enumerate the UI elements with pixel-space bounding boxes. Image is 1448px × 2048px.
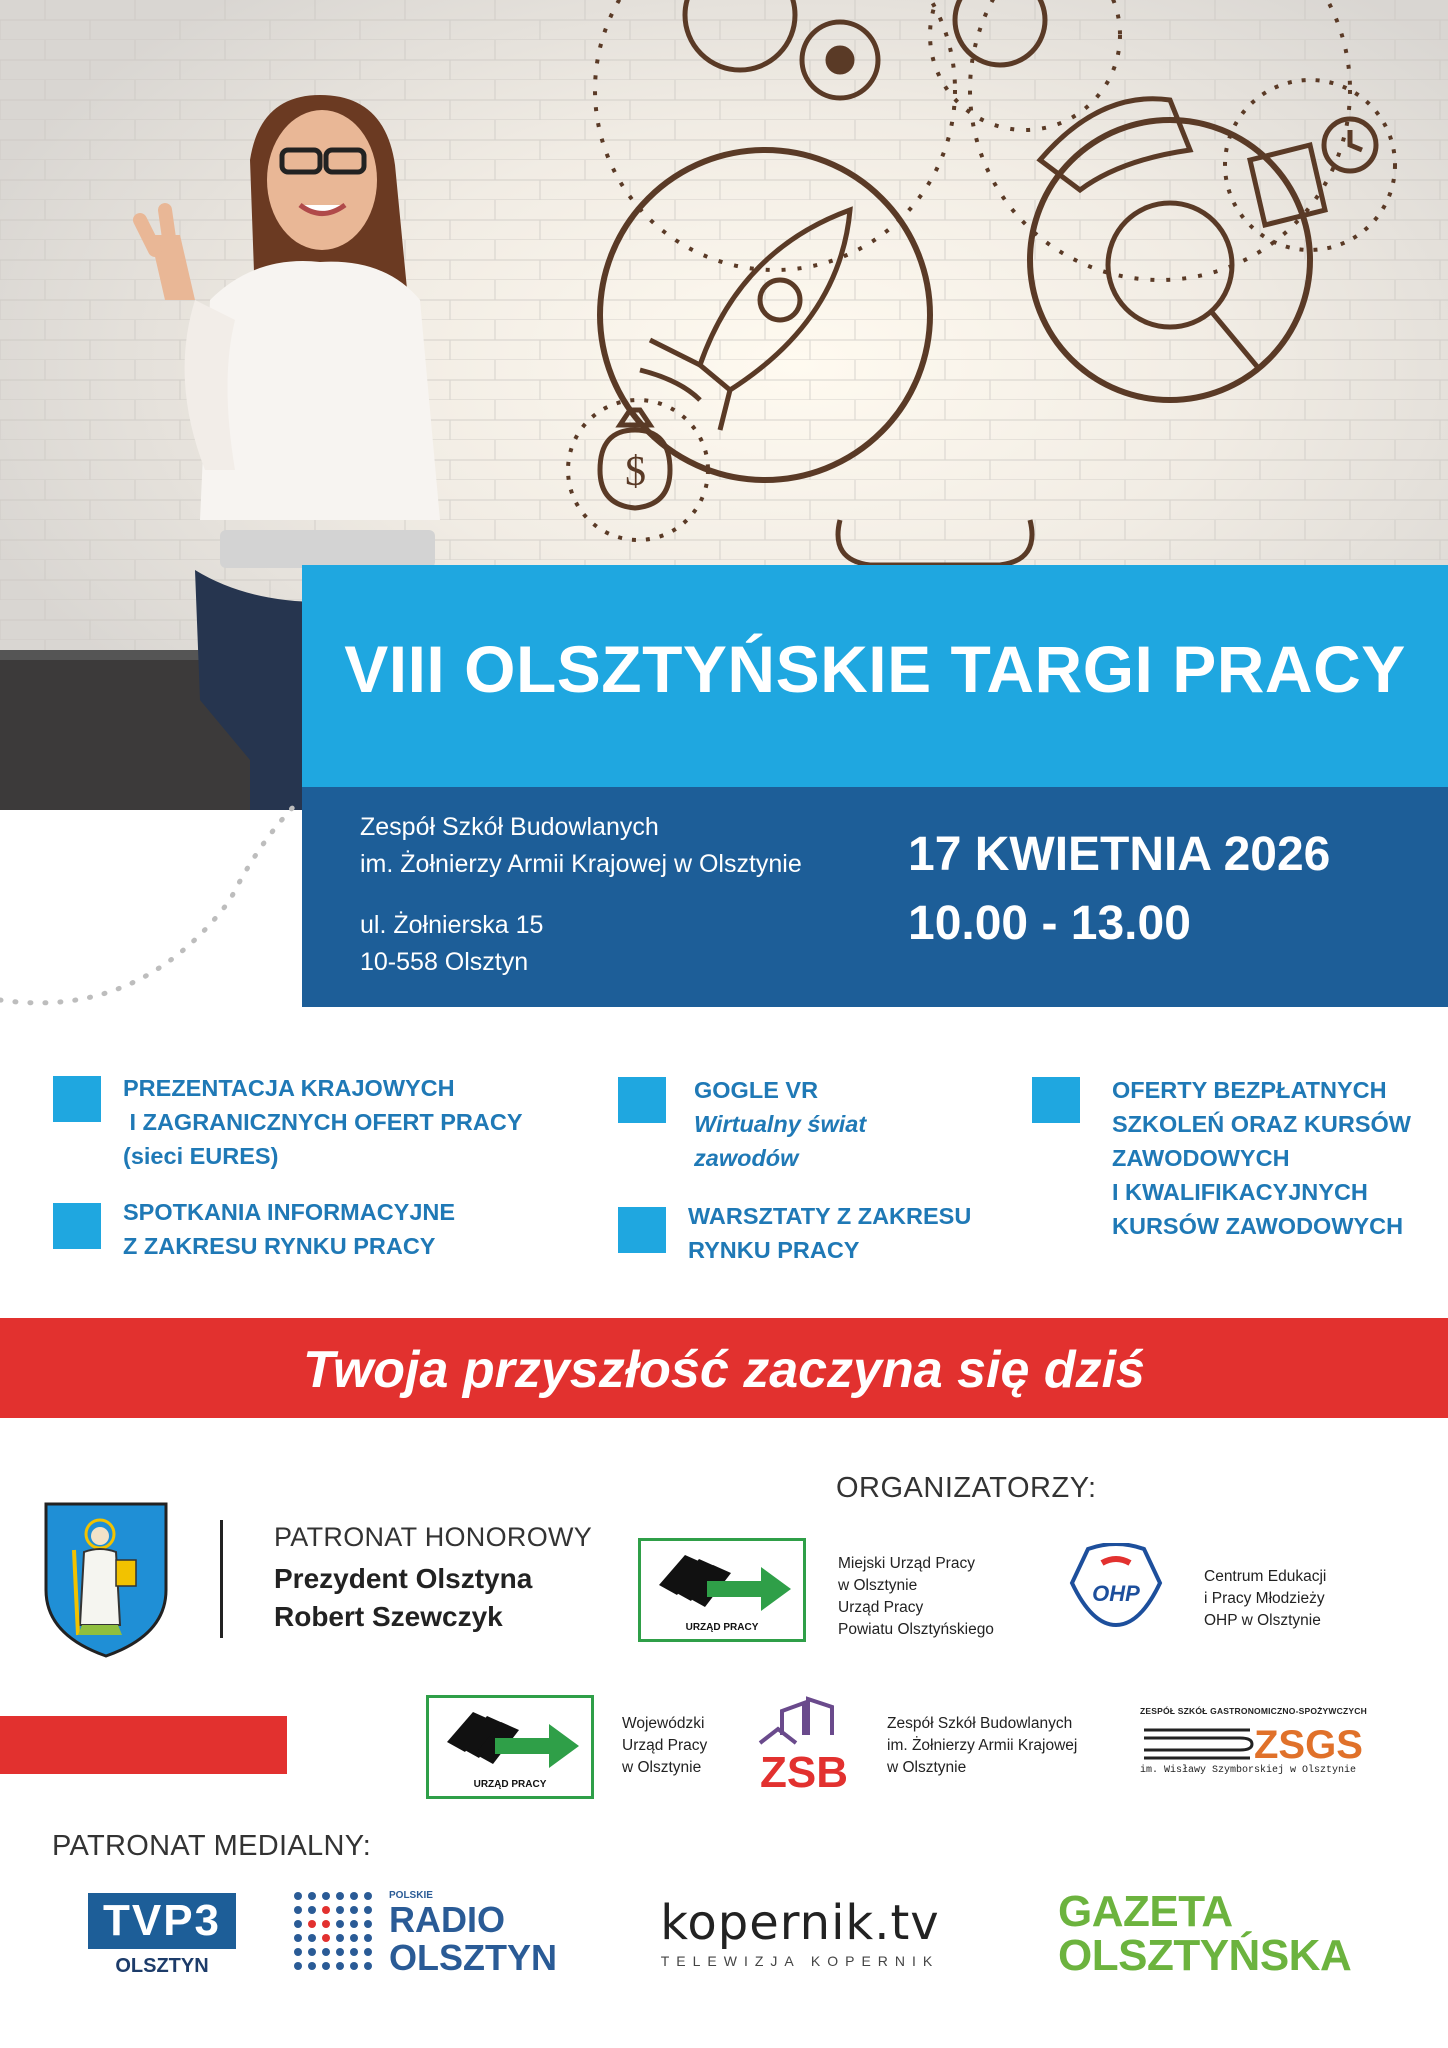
org-zsb: Zespół Szkół Budowlanych im. Żołnierzy Armii Krajowej w Olsztynie <box>887 1715 1078 1776</box>
shield-crest-icon <box>42 1500 170 1660</box>
svg-text:$: $ <box>625 449 646 495</box>
kopernik-logo-sub: TELEWIZJA KOPERNIK <box>660 1953 940 1969</box>
patron-name: Robert Szewczyk <box>274 1601 503 1632</box>
gazeta-olsztynska-logo <box>1058 1887 1352 1980</box>
bullet-free-courses: OFERTY BEZPŁATNYCH SZKOLEŃ ORAZ KURSÓW ZAWODOWYCH I KWALIFIKACYJNYCH KURSÓW ZAWODOWYCH <box>1112 1077 1411 1239</box>
event-date: 17 KWIETNIA 2026 <box>908 828 1331 881</box>
org-muP: Miejski Urząd Pracy w Olsztynie Urząd Pracy Powiatu Olsztyńskiego <box>838 1555 994 1638</box>
patron-title: Prezydent Olsztyna <box>274 1563 533 1594</box>
red-stripe <box>0 1716 287 1774</box>
gazeta-logo-line1: GAZETA <box>1058 1887 1233 1936</box>
zsgs-logo <box>1140 1706 1396 1786</box>
kopernik-tv-logo <box>660 1895 940 1969</box>
kopernik-logo-text: kopernik.tv <box>660 1895 940 1951</box>
ohp-logo <box>1068 1543 1164 1627</box>
patronage-label: PATRONAT HONOROWY <box>274 1522 593 1552</box>
bullet-square <box>53 1076 101 1122</box>
polskie-radio-logo <box>389 1890 557 1977</box>
venue-name-2: im. Żołnierzy Armii Krajowej w Olsztynie <box>360 850 802 878</box>
org-ohp: Centrum Edukacji i Pracy Młodzieży OHP w Olsztynie <box>1204 1568 1327 1629</box>
bullet-square <box>1032 1077 1080 1123</box>
venue-street: ul. Żołnierska 15 <box>360 911 544 939</box>
bullet-offers: PREZENTACJA KRAJOWYCH I ZAGRANICZNYCH OFERT PRACY (sieci EURES) <box>123 1075 523 1169</box>
venue-city: 10-558 Olsztyn <box>360 948 529 976</box>
media-patronage-label: PATRONAT MEDIALNY: <box>52 1830 372 1862</box>
event-info-band <box>302 787 1448 1007</box>
title-band <box>302 565 1448 787</box>
urzad-pracy-logo <box>638 1538 806 1642</box>
zsgs-logo-main: ZSGS <box>1254 1723 1363 1764</box>
slogan: Twoja przyszłość zaczyna się dziś <box>303 1341 1145 1399</box>
bullet-square <box>618 1077 666 1123</box>
radio-dots-icon <box>290 1888 380 1982</box>
organizers-label: ORGANIZATORZY: <box>836 1472 1097 1504</box>
bullet-workshops: WARSZTATY Z ZAKRESU RYNKU PRACY <box>688 1203 972 1263</box>
radio-logo-small: POLSKIE <box>389 1890 433 1901</box>
tvp3-logo-sub: OLSZTYN <box>115 1955 209 1977</box>
slogan-band <box>0 1318 1448 1418</box>
bullet-square <box>618 1207 666 1253</box>
page-title: VIII OLSZTYŃSKIE TARGI PRACY <box>344 632 1406 706</box>
tvp3-logo-text: TVP3 <box>88 1893 236 1949</box>
zsgs-logo-bottom: im. Wisławy Szymborskiej w Olsztynie <box>1140 1765 1357 1776</box>
bullet-square <box>53 1203 101 1249</box>
zsgs-logo-top: ZESPÓŁ SZKÓŁ GASTRONOMICZNO-SPOŻYWCZYCH <box>1140 1706 1367 1716</box>
radio-logo-line2: OLSZTYN <box>389 1937 557 1978</box>
ohp-logo-text: OHP <box>1092 1581 1140 1606</box>
zsb-logo <box>752 1695 856 1795</box>
bullet-info-meetings: SPOTKANIA INFORMACYJNE Z ZAKRESU RYNKU PRACY <box>123 1199 456 1259</box>
tvp3-logo <box>88 1893 248 1983</box>
urzad-pracy-logo-text: URZĄD PRACY <box>685 1622 759 1633</box>
divider <box>220 1520 223 1638</box>
zsb-logo-text: ZSB <box>760 1748 848 1795</box>
radio-logo-line1: RADIO <box>389 1899 505 1940</box>
urzad-pracy-logo-2 <box>426 1695 594 1799</box>
event-time: 10.00 - 13.00 <box>908 897 1191 950</box>
venue-name: Zespół Szkół Budowlanych <box>360 813 659 841</box>
org-wup: Wojewódzki Urząd Pracy w Olsztynie <box>622 1715 708 1776</box>
bullet-vr-goggles: GOGLE VR Wirtualny świat zawodów <box>694 1077 867 1171</box>
urzad-pracy-logo-text: URZĄD PRACY <box>473 1779 547 1790</box>
dotted-curve <box>0 800 300 1020</box>
gazeta-logo-line2: OLSZTYŃSKA <box>1058 1931 1352 1980</box>
